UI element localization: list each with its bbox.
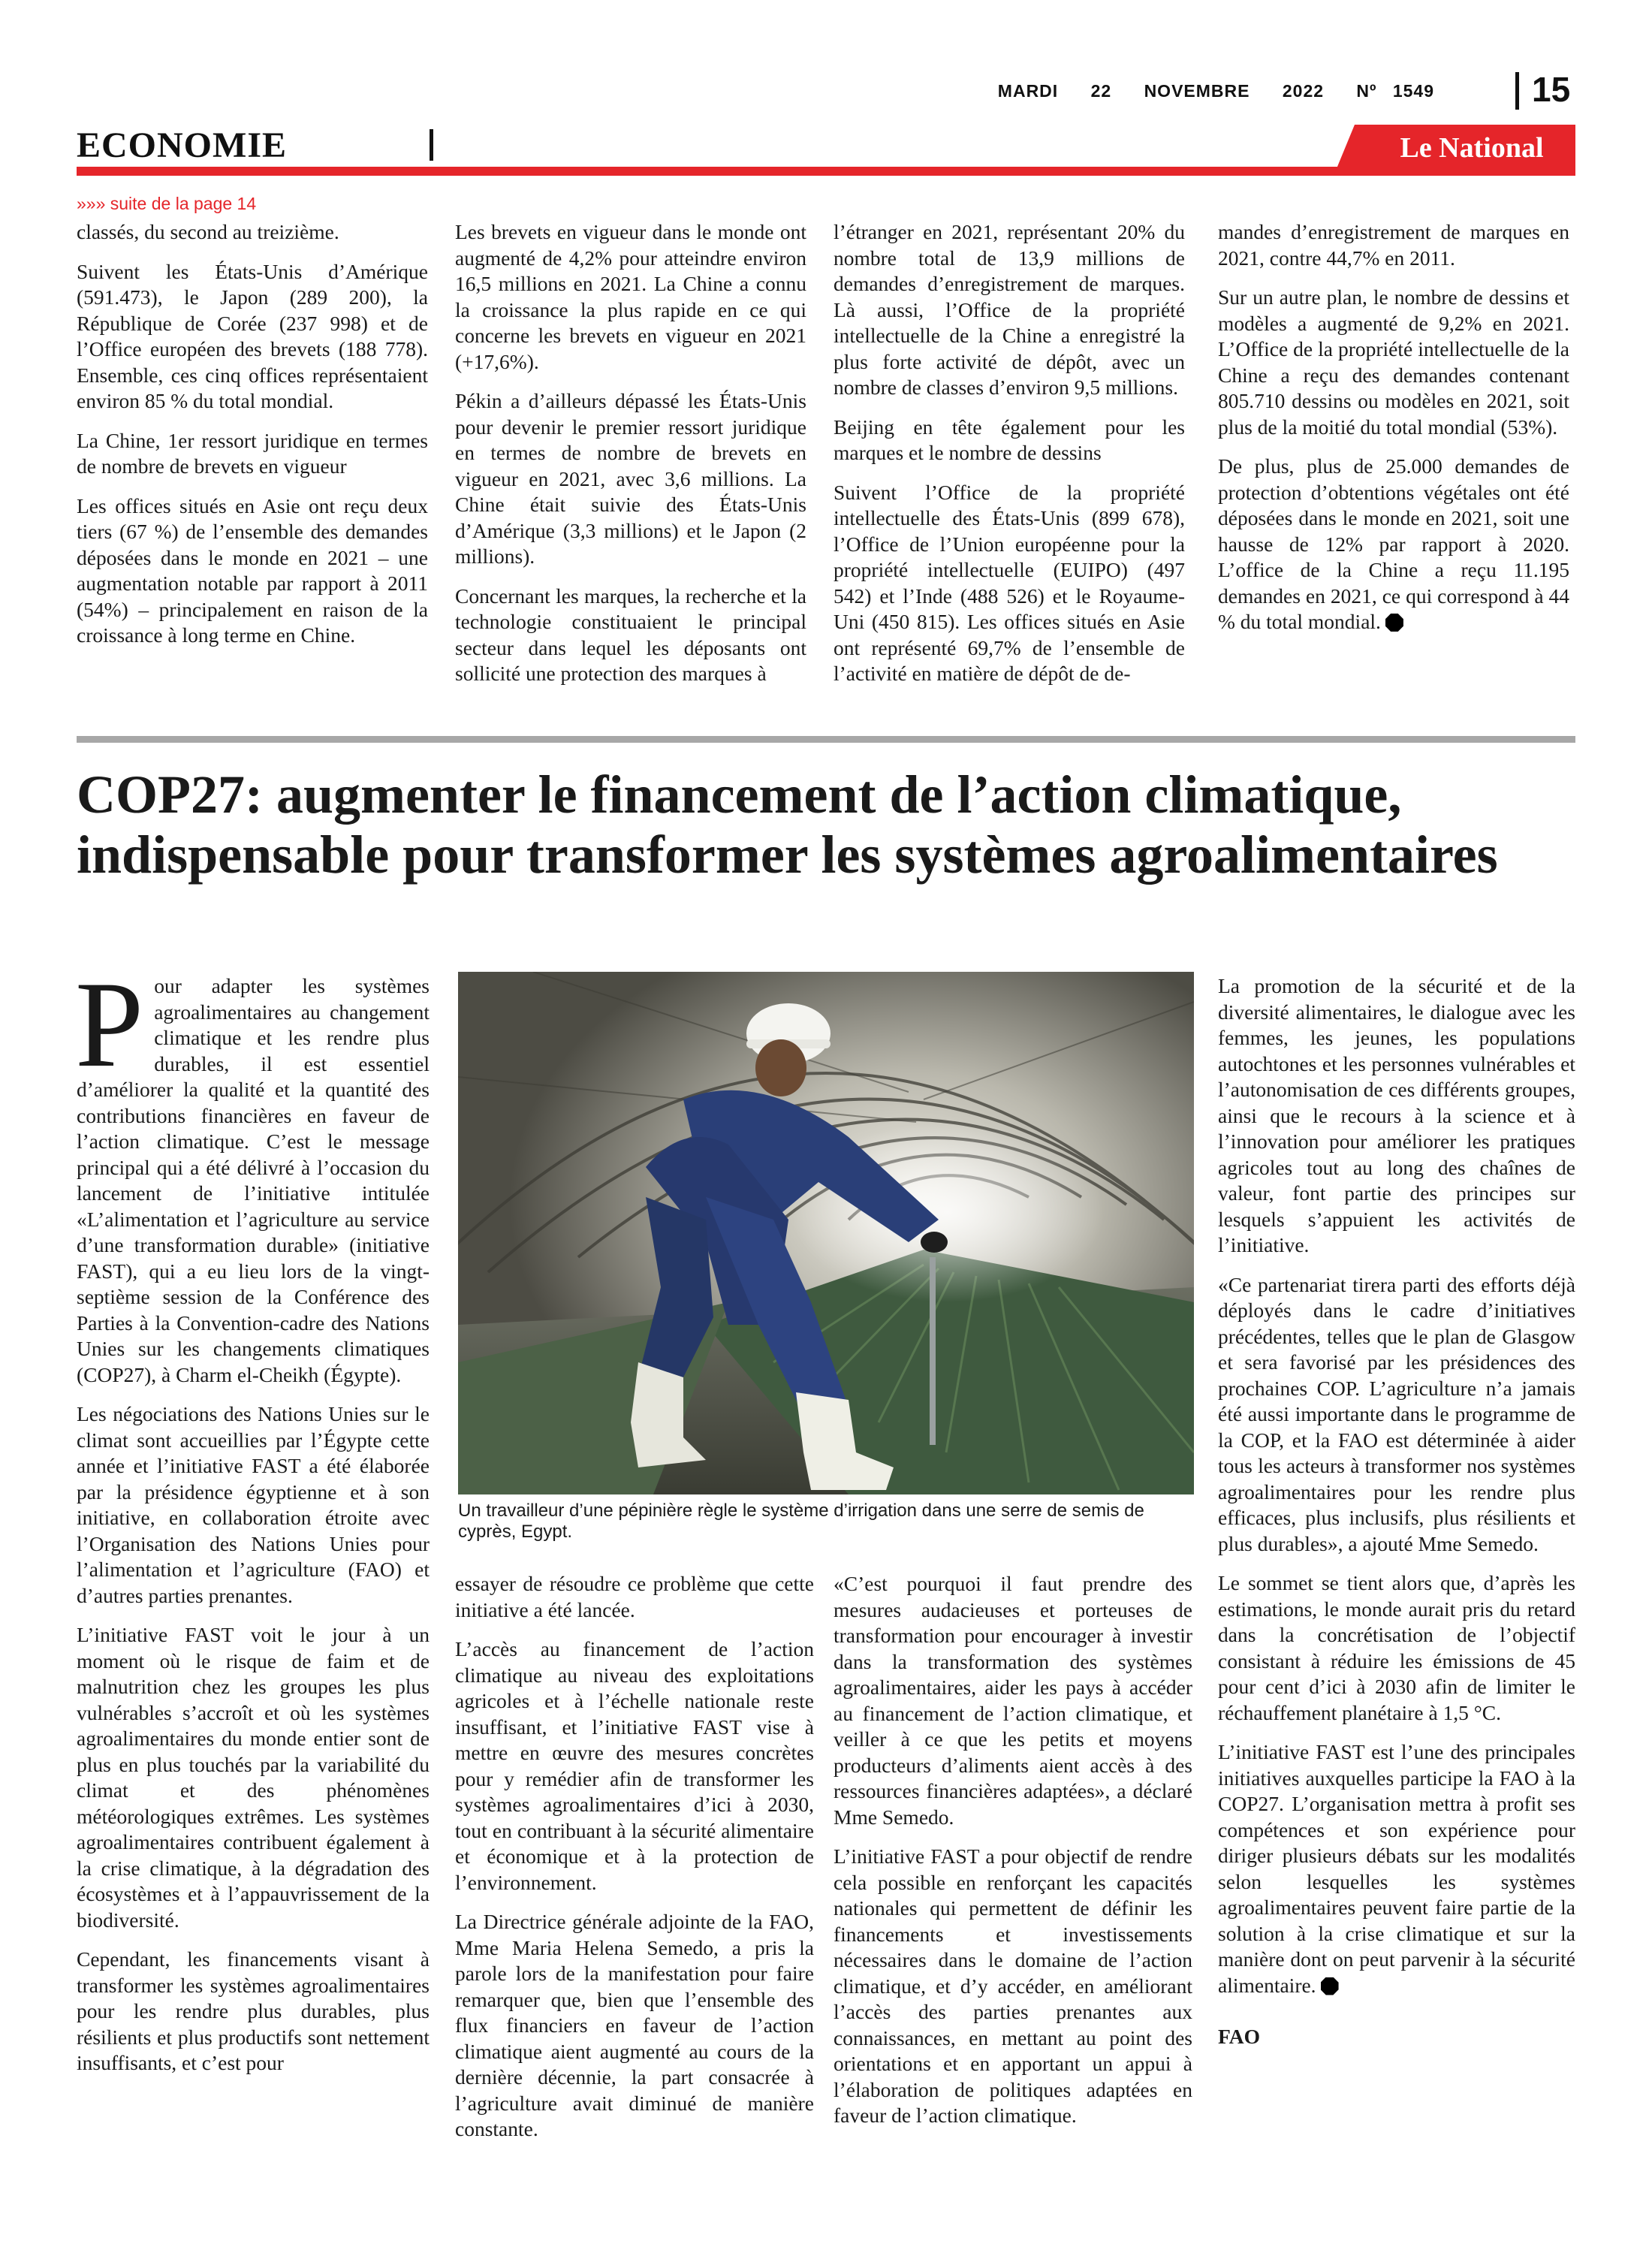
continued-from: »»» suite de la page 14 (77, 194, 257, 213)
paragraph: La promotion de la sécurité et de la diversité alimentaires, le dialogue avec les femmes, les jeunes, les populations autochtones et les personnes vulnérables et l’autonomisation de ces différents groupes, ainsi que le recours à la science et à l’innovation pour améliorer les pratiques agricoles tout au long des chaînes de valeur, font partie des principes sur lesquels s’appuient les activités de l’initiative. (1218, 974, 1575, 1256)
paragraph: Cependant, les financements visant à transformer les systèmes agroalimentaires pour les rendre plus durables, plus résilients et plus productifs sont nettement insuffisants, et c’est pour (77, 1947, 430, 2074)
article-signature: FAO (1218, 2025, 1261, 2048)
dateline-day: MARDI (997, 81, 1059, 101)
paragraph: Les offices situés en Asie ont reçu deux tiers (67 %) de l’ensemble des demandes déposées dans le monde en 2021 – une augmentation notable par rapport à 2011 (54%) – principalement en raison de la croissance à long terme en Chine. (77, 493, 428, 647)
paragraph-last (1218, 454, 1569, 635)
paragraph: classés, du second au treizième. (77, 220, 339, 243)
article-separator (77, 736, 1575, 743)
main-article-column-2 (455, 1571, 814, 2156)
photo-caption: Un travailleur d’une pépinière règle le système d’irrigation dans une serre de semis de cyprès, Egypt. (458, 1500, 1144, 1542)
paragraph: L’accès au financement de l’action climatique au niveau des exploitations agricoles et à l’échelle nationale reste insuffisant, et l’initiative FAST vise à mettre en œuvre des mesures concrètes pour y remédier afin de transformer les systèmes agroalimentaires d’ici à 2030, tout en contribuant à la sécurité alimentaire et économique et à la protection de l’environnement. (455, 1637, 814, 1894)
brand-name: Le National (1400, 132, 1544, 164)
lead-paragraph (75, 957, 430, 1388)
dateline (981, 81, 1434, 101)
top-article-column-1 (77, 219, 428, 662)
dateline-year: 2022 (1282, 81, 1325, 101)
paragraph: La Directrice générale adjointe de la FAO, Mme Maria Helena Semedo, a pris la parole lors de la manifestation pour faire remarquer que, bien que l’ensemble des flux financiers en faveur de l’action climatique aient augmenté au cours de la dernière décennie, la part consacrée à l’agriculture avait diminué de manière constante. (455, 1910, 814, 2140)
paragraph: La Chine, 1er ressort juridique en termes de nombre de brevets en vigueur (77, 428, 428, 478)
paragraph: L’initiative FAST a pour objectif de rendre cela possible en renforçant les capacités nationales qui permettent de définir les financements et investissements nécessaires dans le domaine de l’action climatique, et d’y accéder, en améliorant l’accès des parties prenantes aux connaissances, en mettant au point des orientations et en apportant un appui à l’élaboration de politiques adaptées en faveur de l’action climatique. (834, 1844, 1192, 2127)
greenhouse-photo (458, 972, 1194, 1494)
top-article-column-3 (834, 219, 1185, 701)
issue-number: Nº 1549 (1356, 81, 1434, 101)
section-label: ECONOMIE (77, 125, 288, 165)
drop-cap: P (75, 957, 144, 1093)
paragraph: Beijing en tête également pour les marques et le nombre de dessins (834, 415, 1185, 464)
top-article-column-4 (1218, 219, 1569, 649)
paragraph: Suivent les États-Unis d’Amérique (591.473), le Japon (289 200), la République de Corée (237 998) et de l’Office européen des brevets (188 778). Ensemble, ces cinq offices représentaient environ 85 % du total mondial. (77, 259, 428, 412)
paragraph: essayer de résoudre ce problème que cette initiative a été lancée. (455, 1572, 814, 1621)
dateline-month: NOVEMBRE (1144, 81, 1250, 101)
paragraph: Concernant les marques, la recherche et la technologie constituaient le principal secteur dans lequel les déposants ont sollicité une protection des marques à (455, 584, 806, 685)
top-article-column-2 (455, 219, 806, 701)
main-article-column-1 (75, 957, 430, 2090)
paragraph-last (1218, 1739, 1575, 1998)
paragraph: Suivent l’Office de la propriété intellectuelle des États-Unis (899 678), l’Office de l’Union européenne pour la propriété intellectuelle (EUIPO) (497 542) et l’Inde (488 526) et le Royaume-Uni (450 815). Les offices situés en Asie ont représenté 69,7% de l’ensemble de l’activité en matière de dépôt de de- (834, 480, 1185, 685)
paragraph: Les brevets en vigueur dans le monde ont augmenté de 4,2% pour atteindre environ 16,5 millions en 2021. La Chine a connu la croissance la plus rapide en ce qui concerne les brevets en vigueur en 2021 (+17,6%). (455, 220, 806, 373)
paragraph: L’initiative FAST voit le jour à un moment où le risque de faim et de malnutrition chez les groupes les plus vulnérables s’accroît et où les systèmes agroalimentaires du monde entier sont de plus en plus touchés par la variabilité du climat et des phénomènes météorologiques extrêmes. Les systèmes agroalimentaires contribuent également à la crise climatique, à la dégradation des écosystèmes et à l’appauvrissement de la biodiversité. (77, 1623, 430, 1932)
paragraph-text: L’initiative FAST est l’une des principales initiatives auxquelles participe la FAO à la COP27. L’organisation mettra à profit ses compétences et son expérience pour diriger plusieurs débats sur les modalités selon lesquelles les systèmes agroalimentaires peuvent faire partie de la solution à la crise climatique et sur la manière dont on peut parvenir à la sécurité alimentaire. (1218, 1740, 1575, 1997)
paragraph: Pékin a d’ailleurs dépassé les États-Unis pour devenir le premier ressort juridique en termes de nombre de brevets en vigueur en 2021, avec 3,6 millions. La Chine était suivie des États-Unis d’Amérique (3,3 millions) et le Japon (2 millions). (455, 389, 806, 568)
paragraph: Les négociations des Nations Unies sur le climat sont accueillies par l’Égypte cette année et l’initiative FAST a été élaborée par la présidence égyptienne et à son initiative, en collaboration étroite avec l’Organisation des Nations Unies pour l’alimentation et l’agriculture (FAO) et d’autres parties prenantes. (77, 1402, 430, 1607)
paragraph: l’étranger en 2021, représentant 20% du nombre total de 13,9 millions de demandes d’enregistrement de marques. Là aussi, l’Office de la propriété intellectuelle de la Chine a enregistré la plus forte activité de dépôt, avec un nombre de classes d’environ 9,5 millions. (834, 220, 1185, 399)
article-photo (458, 972, 1194, 1494)
main-article-column-3 (834, 1571, 1192, 2143)
end-of-article-icon (1321, 1977, 1339, 1995)
end-of-article-icon (1385, 614, 1403, 632)
page-number-divider (1515, 72, 1519, 110)
lead-text: our adapter les systèmes agroalimentaires au changement climatique et les rendre plus durables, il est essentiel d’améliorer la qualité et la quantité des contributions financières en faveur de l’action climatique. C’est le message principal qui a été délivré à l’occasion du lancement de l’initiative intitulée «L’alimentation et l’agriculture au service d’une transformation durable» (initiative FAST), qui a eu lieu lors de la vingt-septième session de la Conférence des Parties à la Convention-cadre des Nations Unies sur les changements climatiques (COP27), à Charm el-Cheikh (Égypte). (77, 974, 430, 1386)
main-article-column-4 (1218, 973, 1575, 2064)
article-headline: COP27: augmenter le financement de l’action climatique, indispensable pour transformer les systèmes agroalimentaires (77, 765, 1498, 885)
paragraph: «Ce partenariat tirera parti des efforts déjà déployés dans le cadre d’initiatives précédentes, telles que le plan de Glasgow et sera favorisé par les présidences des prochaines COP. L’agriculture n’a jamais été aussi importante dans le programme de la COP, et la FAO est déterminée à aider tous les acteurs à transformer nos systèmes agroalimentaires pour les rendre plus efficaces, plus inclusifs, plus résilients et plus durables», a ajouté Mme Semedo. (1218, 1272, 1575, 1555)
dateline-date: 22 (1090, 81, 1112, 101)
paragraph-text: De plus, plus de 25.000 demandes de protection d’obtentions végétales ont été déposées dans le monde en 2021, soit une hausse de 12% par rapport à 2020. L’office de la Chine a reçu 11.195 demandes en 2021, ce qui correspond à 44 % du total mondial. (1218, 454, 1569, 633)
paragraph: mandes d’enregistrement de marques en 2021, contre 44,7% en 2011. (1218, 220, 1569, 270)
paragraph: «C’est pourquoi il faut prendre des mesures audacieuses et porteuses de transformation pour encourager à investir dans la transformation des systèmes agroalimentaires, aider les pays à accéder au financement de l’action climatique, et veiller à ce que les petits et moyens producteurs d’aliments aient accès à des ressources financières adaptées», a déclaré Mme Semedo. (834, 1572, 1192, 1829)
paragraph: Le sommet se tient alors que, d’après les estimations, le monde aurait pris du retard dans la concrétisation de l’objectif consistant à réduire les émissions de 45 pour cent d’ici à 2030 afin de limiter le réchauffement planétaire à 1,5 °C. (1218, 1571, 1575, 1724)
paragraph: Sur un autre plan, le nombre de dessins et modèles a augmenté de 9,2% en 2021. L’Office de la propriété intellectuelle de la Chine a reçu des demandes contenant 805.710 dessins ou modèles en 2021, soit plus de la moitié du total mondial (53%). (1218, 285, 1569, 439)
page-number: 15 (1532, 70, 1571, 109)
section-divider (430, 129, 433, 161)
